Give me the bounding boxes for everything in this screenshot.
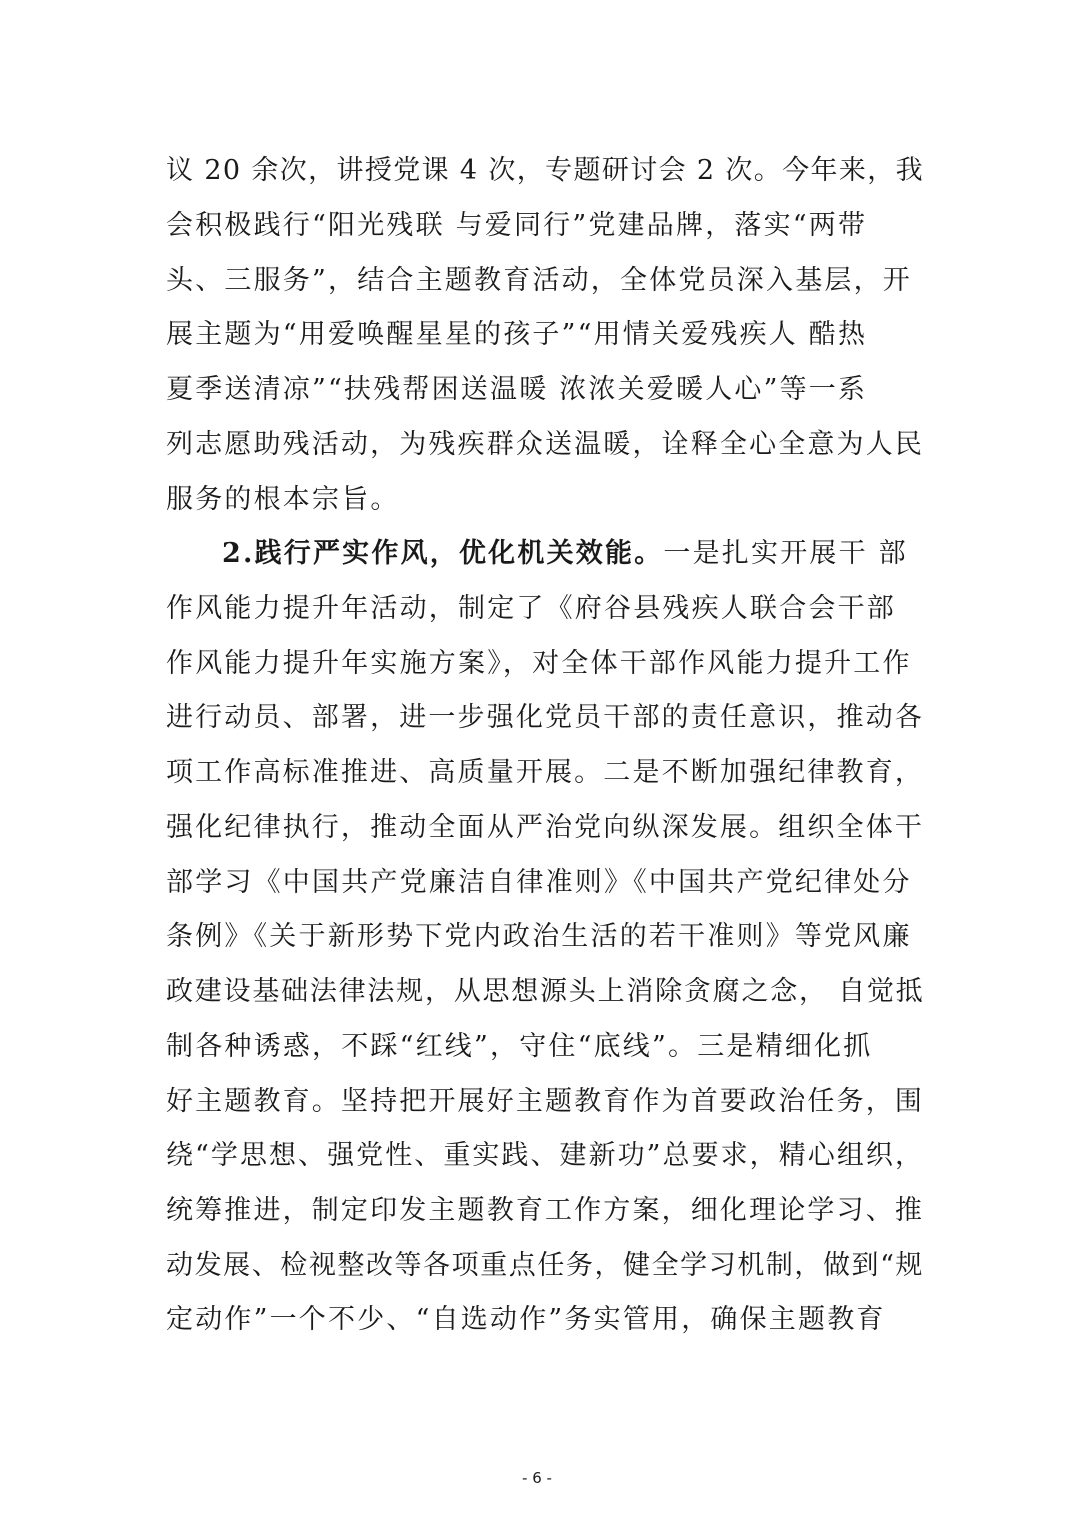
text-line: 动发展、检视整改等各项重点任务，健全学习机制，做到“规 — [166, 1250, 924, 1281]
text-line: 夏季送清凉”“扶残帮困送温暖 浓浓关爱暖人心”等一系 — [166, 374, 868, 405]
text-line: 作风能力提升年实施方案》，对全体干部作风能力提升工作 — [166, 648, 912, 679]
section-heading: 2.践行严实作风，优化机关效能。 — [222, 538, 664, 569]
text-line: 制各种诱惑，不踩“红线”，守住“底线”。三是精细化抓 — [166, 1031, 873, 1062]
text-line: 好主题教育。坚持把开展好主题教育作为首要政治任务，围 — [166, 1086, 924, 1117]
text-line: 统筹推进，制定印发主题教育工作方案，细化理论学习、推 — [166, 1195, 924, 1226]
text-line: 政建设基础法律法规，从思想源头上消除贪腐之念， 自觉抵 — [166, 976, 925, 1007]
page-number: - 6 - — [522, 1469, 552, 1487]
text-line: 议 20 余次，讲授党课 4 次，专题研讨会 2 次。今年来，我 — [166, 155, 924, 186]
text-run: 一是扎实开展干 部 — [663, 538, 908, 569]
text-line-first — [222, 537, 908, 571]
text-line: 项工作高标准推进、高质量开展。二是不断加强纪律教育， — [166, 757, 924, 788]
text-line: 部学习《中国共产党廉洁自律准则》《中国共产党纪律处分 — [166, 867, 912, 898]
text-line: 会积极践行“阳光残联 与爱同行”党建品牌，落实“两带 — [166, 210, 868, 241]
text-line: 条例》《关于新形势下党内政治生活的若干准则》等党风廉 — [166, 921, 912, 952]
text-line: 强化纪律执行，推动全面从严治党向纵深发展。组织全体干 — [166, 812, 924, 843]
text-line: 进行动员、部署，进一步强化党员干部的责任意识，推动各 — [166, 702, 924, 733]
text-line: 作风能力提升年活动，制定了《府谷县残疾人联合会干部 — [166, 593, 896, 624]
text-line: 绕“学思想、强党性、重实践、建新功”总要求，精心组织， — [166, 1140, 924, 1171]
text-line: 头、三服务”，结合主题教育活动，全体党员深入基层，开 — [166, 265, 913, 296]
text-line: 服务的根本宗旨。 — [166, 484, 400, 515]
text-line: 展主题为“用爱唤醒星星的孩子”“用情关爱残疾人 酷热 — [166, 319, 868, 350]
text-line: 定动作”一个不少、“自选动作”务实管用，确保主题教育 — [166, 1304, 886, 1335]
text-line: 列志愿助残活动，为残疾群众送温暖，诠释全心全意为人民 — [166, 429, 924, 460]
